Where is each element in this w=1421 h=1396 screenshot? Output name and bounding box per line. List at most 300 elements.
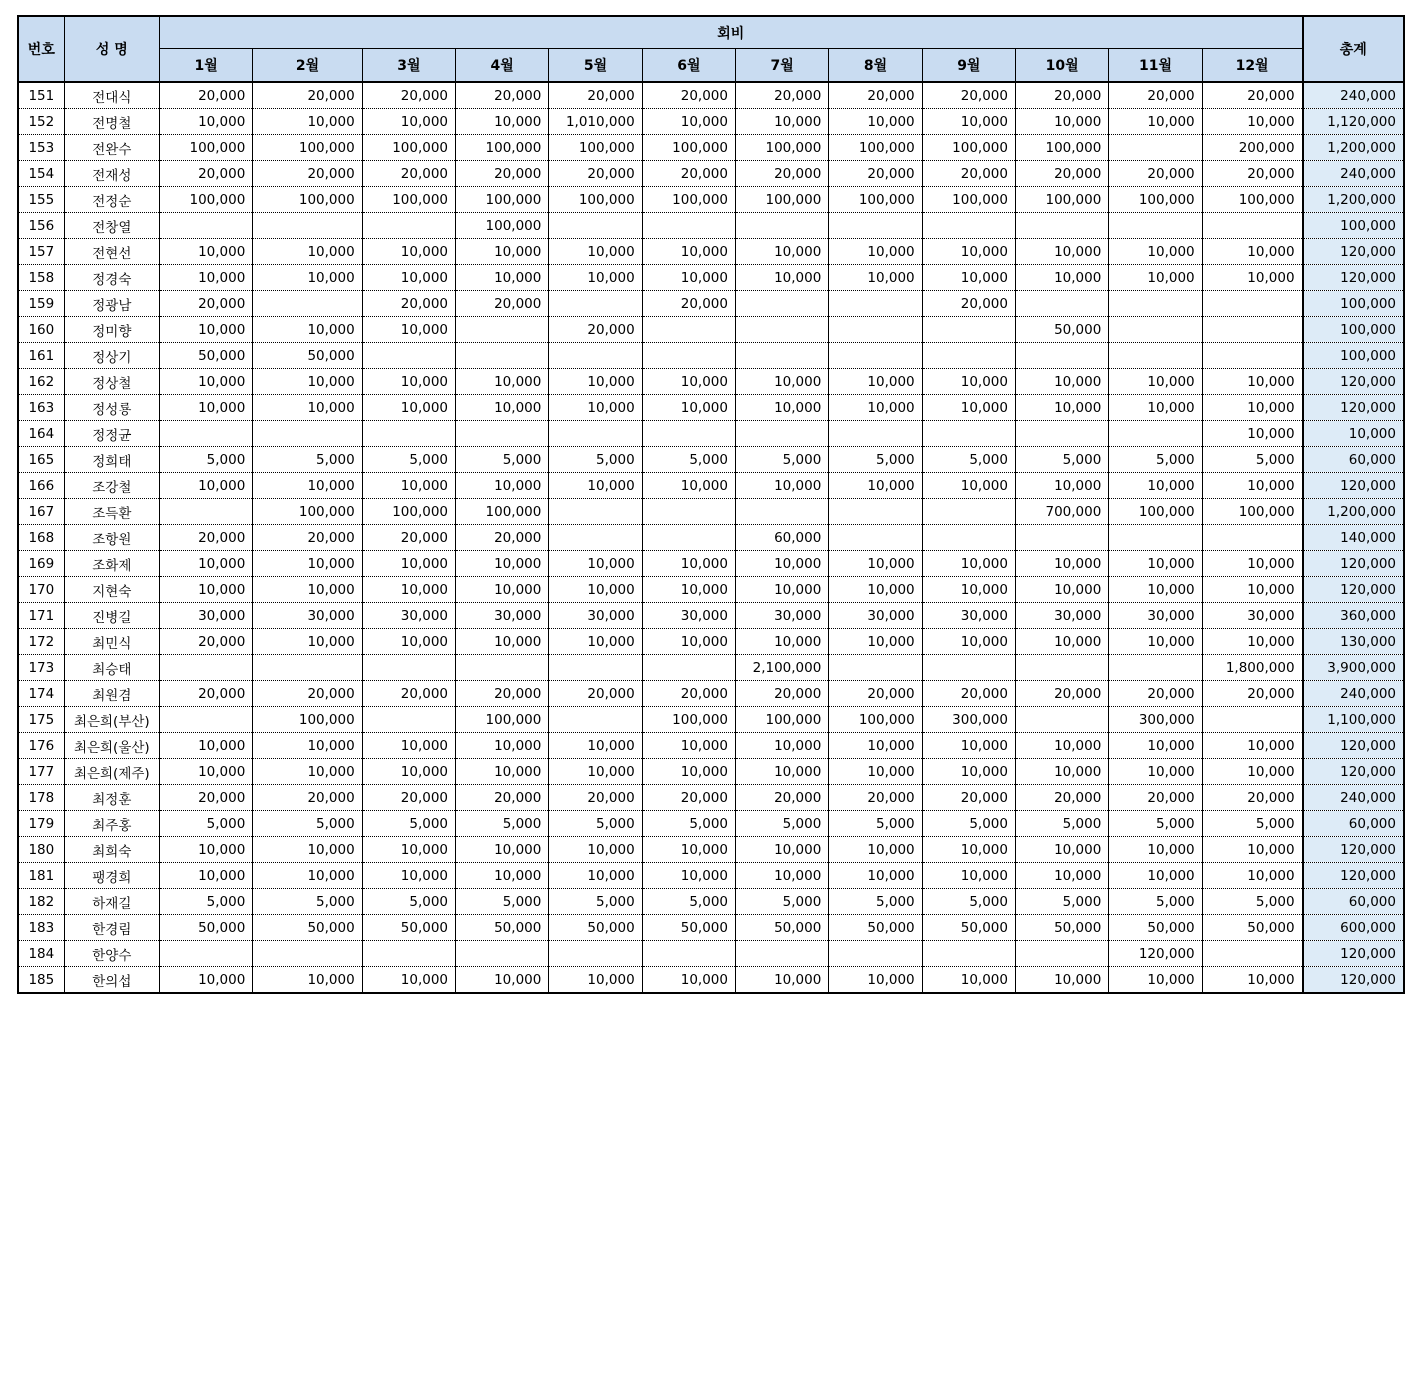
cell-total: 1,100,000 [1303,707,1404,733]
cell-month-fee: 20,000 [456,82,549,109]
cell-month-fee: 10,000 [1109,109,1202,135]
cell-month-fee: 10,000 [549,837,642,863]
cell-number: 165 [18,447,64,473]
cell-month-fee: 10,000 [829,577,922,603]
cell-month-fee: 20,000 [362,681,455,707]
cell-month-fee: 10,000 [1109,577,1202,603]
column-header-fee: 회비 [159,16,1302,49]
cell-number: 173 [18,655,64,681]
cell-month-fee: 10,000 [549,265,642,291]
cell-month-fee: 100,000 [456,707,549,733]
column-header-name: 성 명 [64,16,159,82]
cell-month-fee: 10,000 [642,473,735,499]
cell-name: 최정훈 [64,785,159,811]
cell-number: 166 [18,473,64,499]
table-row [18,889,1404,915]
cell-month-fee: 10,000 [549,733,642,759]
cell-month-fee: 10,000 [1109,369,1202,395]
cell-month-fee: 10,000 [362,369,455,395]
table-row [18,499,1404,525]
cell-month-fee: 30,000 [253,603,362,629]
cell-month-fee: 10,000 [642,395,735,421]
table-row [18,447,1404,473]
cell-month-fee: 20,000 [642,681,735,707]
cell-month-fee: 1,800,000 [1202,655,1302,681]
cell-month-fee [253,421,362,447]
cell-month-fee: 300,000 [1109,707,1202,733]
cell-month-fee: 10,000 [159,473,252,499]
cell-month-fee [642,941,735,967]
table-row [18,551,1404,577]
cell-month-fee: 300,000 [922,707,1015,733]
cell-month-fee: 10,000 [736,473,829,499]
cell-month-fee: 100,000 [253,707,362,733]
cell-month-fee: 5,000 [159,811,252,837]
cell-month-fee [642,213,735,239]
cell-total: 240,000 [1303,681,1404,707]
cell-month-fee: 10,000 [829,239,922,265]
cell-month-fee [1109,421,1202,447]
cell-month-fee: 5,000 [1109,811,1202,837]
cell-month-fee: 20,000 [1202,681,1302,707]
cell-month-fee: 5,000 [736,889,829,915]
cell-month-fee: 10,000 [1202,967,1302,994]
cell-month-fee: 10,000 [456,733,549,759]
cell-number: 167 [18,499,64,525]
cell-month-fee: 100,000 [1109,187,1202,213]
cell-month-fee: 10,000 [549,551,642,577]
cell-month-fee: 200,000 [1202,135,1302,161]
cell-month-fee: 10,000 [1015,629,1108,655]
cell-month-fee: 10,000 [1202,421,1302,447]
cell-number: 154 [18,161,64,187]
cell-month-fee [1109,135,1202,161]
cell-number: 152 [18,109,64,135]
table-row [18,655,1404,681]
cell-name: 진병길 [64,603,159,629]
cell-number: 163 [18,395,64,421]
cell-month-fee [922,317,1015,343]
cell-month-fee: 10,000 [922,369,1015,395]
cell-month-fee: 10,000 [456,577,549,603]
cell-name: 한양수 [64,941,159,967]
cell-month-fee: 10,000 [1015,239,1108,265]
cell-total: 120,000 [1303,837,1404,863]
cell-month-fee: 10,000 [1202,551,1302,577]
cell-month-fee: 10,000 [1202,369,1302,395]
cell-month-fee [1202,291,1302,317]
cell-month-fee [642,421,735,447]
cell-month-fee: 10,000 [253,837,362,863]
cell-month-fee: 10,000 [159,239,252,265]
table-row [18,213,1404,239]
cell-month-fee: 10,000 [736,629,829,655]
cell-month-fee: 120,000 [1109,941,1202,967]
cell-number: 183 [18,915,64,941]
cell-number: 178 [18,785,64,811]
cell-total: 240,000 [1303,161,1404,187]
cell-month-fee: 1,010,000 [549,109,642,135]
cell-month-fee: 5,000 [362,447,455,473]
cell-month-fee: 2,100,000 [736,655,829,681]
cell-month-fee [253,941,362,967]
cell-month-fee: 20,000 [253,785,362,811]
cell-month-fee [829,525,922,551]
cell-month-fee: 5,000 [456,811,549,837]
cell-total: 60,000 [1303,447,1404,473]
cell-month-fee: 50,000 [253,343,362,369]
cell-month-fee: 5,000 [922,811,1015,837]
cell-month-fee: 10,000 [1109,967,1202,994]
cell-month-fee: 10,000 [1202,837,1302,863]
cell-month-fee: 30,000 [549,603,642,629]
cell-month-fee [362,707,455,733]
table-row [18,291,1404,317]
cell-month-fee: 10,000 [549,239,642,265]
cell-month-fee: 20,000 [456,785,549,811]
cell-total: 120,000 [1303,577,1404,603]
cell-month-fee: 10,000 [253,759,362,785]
cell-month-fee: 20,000 [642,82,735,109]
cell-month-fee: 20,000 [549,785,642,811]
cell-number: 161 [18,343,64,369]
cell-month-fee: 10,000 [159,577,252,603]
cell-month-fee [1109,343,1202,369]
cell-name: 전현선 [64,239,159,265]
cell-month-fee: 100,000 [253,499,362,525]
cell-month-fee: 20,000 [456,161,549,187]
cell-month-fee: 10,000 [253,395,362,421]
cell-month-fee [922,213,1015,239]
cell-month-fee: 10,000 [642,239,735,265]
column-header-month: 5월 [549,49,642,83]
cell-month-fee: 10,000 [549,577,642,603]
cell-month-fee [456,343,549,369]
table-row [18,343,1404,369]
cell-total: 1,200,000 [1303,187,1404,213]
cell-month-fee: 5,000 [253,811,362,837]
cell-month-fee: 20,000 [1015,82,1108,109]
cell-month-fee: 5,000 [159,447,252,473]
cell-month-fee [549,707,642,733]
column-header-month: 10월 [1015,49,1108,83]
cell-month-fee: 10,000 [549,395,642,421]
cell-number: 153 [18,135,64,161]
cell-month-fee: 5,000 [253,447,362,473]
cell-month-fee: 100,000 [736,707,829,733]
cell-month-fee: 5,000 [253,889,362,915]
cell-month-fee [253,213,362,239]
cell-month-fee [362,421,455,447]
cell-month-fee: 10,000 [642,967,735,994]
cell-month-fee [1015,421,1108,447]
cell-month-fee: 10,000 [922,967,1015,994]
cell-month-fee: 20,000 [253,161,362,187]
cell-name: 전재성 [64,161,159,187]
cell-number: 179 [18,811,64,837]
column-header-month: 4월 [456,49,549,83]
column-header-month: 3월 [362,49,455,83]
cell-number: 185 [18,967,64,994]
cell-month-fee: 5,000 [1109,889,1202,915]
cell-month-fee [736,291,829,317]
cell-month-fee: 20,000 [736,82,829,109]
cell-month-fee [1015,525,1108,551]
cell-month-fee: 5,000 [642,447,735,473]
cell-month-fee: 20,000 [362,291,455,317]
table-row [18,915,1404,941]
cell-number: 164 [18,421,64,447]
cell-month-fee: 20,000 [642,291,735,317]
table-row [18,681,1404,707]
cell-month-fee: 10,000 [253,239,362,265]
cell-month-fee: 50,000 [362,915,455,941]
cell-month-fee: 20,000 [1202,161,1302,187]
cell-month-fee: 20,000 [829,681,922,707]
cell-month-fee [159,655,252,681]
cell-month-fee: 10,000 [1109,759,1202,785]
cell-month-fee: 20,000 [456,681,549,707]
cell-number: 156 [18,213,64,239]
cell-month-fee: 100,000 [829,135,922,161]
cell-month-fee: 100,000 [642,135,735,161]
cell-month-fee: 5,000 [456,447,549,473]
table-row [18,239,1404,265]
table-row [18,421,1404,447]
cell-month-fee: 10,000 [736,967,829,994]
cell-month-fee: 20,000 [1109,82,1202,109]
cell-month-fee: 10,000 [736,265,829,291]
cell-month-fee [642,343,735,369]
membership-fee-table [17,15,1405,994]
cell-month-fee: 10,000 [1015,109,1108,135]
cell-month-fee: 100,000 [456,135,549,161]
cell-month-fee: 50,000 [549,915,642,941]
cell-month-fee: 10,000 [1202,473,1302,499]
cell-name: 정미향 [64,317,159,343]
cell-month-fee: 100,000 [1202,187,1302,213]
cell-month-fee: 10,000 [456,837,549,863]
cell-month-fee [1015,941,1108,967]
cell-month-fee: 50,000 [159,343,252,369]
cell-number: 155 [18,187,64,213]
cell-month-fee: 10,000 [642,265,735,291]
cell-month-fee: 10,000 [362,759,455,785]
cell-month-fee: 10,000 [1202,759,1302,785]
cell-month-fee [736,941,829,967]
cell-month-fee [159,499,252,525]
cell-name: 지현숙 [64,577,159,603]
cell-month-fee: 10,000 [362,239,455,265]
cell-number: 158 [18,265,64,291]
cell-month-fee: 10,000 [456,473,549,499]
table-row [18,941,1404,967]
column-header-month: 11월 [1109,49,1202,83]
cell-month-fee [922,343,1015,369]
cell-month-fee [642,499,735,525]
cell-month-fee: 10,000 [1015,551,1108,577]
cell-month-fee [829,655,922,681]
cell-month-fee: 10,000 [549,369,642,395]
cell-month-fee: 10,000 [253,629,362,655]
cell-month-fee: 10,000 [1015,577,1108,603]
cell-month-fee: 10,000 [642,863,735,889]
table-row [18,707,1404,733]
cell-month-fee: 10,000 [549,759,642,785]
cell-month-fee [736,213,829,239]
cell-total: 240,000 [1303,785,1404,811]
cell-month-fee: 10,000 [159,863,252,889]
cell-name: 최주홍 [64,811,159,837]
cell-month-fee: 10,000 [736,759,829,785]
cell-total: 60,000 [1303,889,1404,915]
cell-name: 최은희(부산) [64,707,159,733]
cell-total: 120,000 [1303,395,1404,421]
cell-month-fee: 20,000 [549,317,642,343]
cell-month-fee: 10,000 [253,967,362,994]
cell-month-fee: 10,000 [1202,577,1302,603]
cell-month-fee: 50,000 [1109,915,1202,941]
cell-month-fee [922,525,1015,551]
cell-month-fee: 10,000 [736,733,829,759]
cell-month-fee: 10,000 [922,109,1015,135]
cell-month-fee: 10,000 [1015,369,1108,395]
cell-month-fee: 10,000 [1015,395,1108,421]
cell-month-fee: 100,000 [736,187,829,213]
cell-month-fee: 10,000 [362,863,455,889]
cell-month-fee: 5,000 [1202,447,1302,473]
cell-number: 172 [18,629,64,655]
cell-month-fee: 10,000 [736,837,829,863]
cell-month-fee: 10,000 [253,577,362,603]
cell-name: 최원겸 [64,681,159,707]
cell-month-fee: 100,000 [1015,135,1108,161]
cell-name: 최은희(제주) [64,759,159,785]
cell-month-fee: 10,000 [362,837,455,863]
table-row [18,109,1404,135]
cell-month-fee: 20,000 [253,82,362,109]
cell-month-fee: 10,000 [362,317,455,343]
cell-month-fee: 10,000 [1015,863,1108,889]
cell-month-fee [1202,941,1302,967]
cell-month-fee [922,655,1015,681]
cell-month-fee [1202,343,1302,369]
cell-total: 60,000 [1303,811,1404,837]
cell-month-fee: 10,000 [253,265,362,291]
cell-month-fee [253,655,362,681]
cell-total: 1,200,000 [1303,135,1404,161]
cell-month-fee [642,525,735,551]
cell-month-fee: 10,000 [736,863,829,889]
cell-month-fee [549,291,642,317]
cell-month-fee: 10,000 [1202,863,1302,889]
cell-month-fee: 5,000 [642,811,735,837]
cell-month-fee [829,941,922,967]
cell-total: 120,000 [1303,967,1404,994]
cell-month-fee: 10,000 [642,837,735,863]
cell-month-fee: 10,000 [159,265,252,291]
cell-month-fee: 20,000 [253,681,362,707]
table-row [18,629,1404,655]
cell-month-fee: 20,000 [362,525,455,551]
cell-month-fee [1202,707,1302,733]
cell-month-fee: 10,000 [829,863,922,889]
cell-number: 162 [18,369,64,395]
cell-month-fee: 10,000 [1109,551,1202,577]
table-row [18,82,1404,109]
cell-total: 1,120,000 [1303,109,1404,135]
cell-month-fee: 10,000 [1109,395,1202,421]
cell-month-fee: 10,000 [1015,473,1108,499]
cell-month-fee: 10,000 [362,109,455,135]
cell-month-fee [253,291,362,317]
cell-name: 전명철 [64,109,159,135]
cell-total: 120,000 [1303,265,1404,291]
cell-number: 151 [18,82,64,109]
cell-month-fee: 10,000 [456,369,549,395]
cell-month-fee: 10,000 [1202,395,1302,421]
cell-number: 177 [18,759,64,785]
cell-month-fee: 10,000 [253,733,362,759]
cell-month-fee: 100,000 [362,187,455,213]
cell-name: 팽경희 [64,863,159,889]
cell-month-fee: 10,000 [1109,265,1202,291]
cell-month-fee: 10,000 [922,473,1015,499]
cell-month-fee: 10,000 [736,577,829,603]
cell-month-fee: 20,000 [159,82,252,109]
cell-month-fee: 5,000 [1015,811,1108,837]
cell-month-fee: 50,000 [1015,317,1108,343]
cell-month-fee: 10,000 [456,759,549,785]
table-row [18,369,1404,395]
cell-number: 182 [18,889,64,915]
cell-month-fee: 10,000 [1202,109,1302,135]
cell-number: 176 [18,733,64,759]
cell-month-fee [829,291,922,317]
cell-month-fee [456,941,549,967]
cell-month-fee: 20,000 [159,161,252,187]
cell-month-fee [549,213,642,239]
cell-month-fee: 10,000 [829,395,922,421]
cell-name: 최민식 [64,629,159,655]
cell-month-fee: 30,000 [159,603,252,629]
cell-month-fee: 60,000 [736,525,829,551]
cell-month-fee: 5,000 [736,811,829,837]
cell-total: 600,000 [1303,915,1404,941]
cell-month-fee: 10,000 [159,551,252,577]
cell-month-fee: 10,000 [456,551,549,577]
cell-month-fee: 50,000 [253,915,362,941]
cell-month-fee: 10,000 [829,733,922,759]
cell-month-fee: 20,000 [642,785,735,811]
cell-month-fee: 10,000 [642,759,735,785]
table-header [18,16,1404,82]
cell-month-fee [922,941,1015,967]
cell-month-fee: 20,000 [1109,681,1202,707]
cell-month-fee: 5,000 [829,889,922,915]
cell-name: 정광남 [64,291,159,317]
cell-month-fee: 10,000 [549,967,642,994]
cell-month-fee: 100,000 [159,187,252,213]
cell-month-fee: 5,000 [1202,811,1302,837]
table-row [18,837,1404,863]
cell-name: 하재길 [64,889,159,915]
cell-month-fee: 20,000 [736,161,829,187]
cell-month-fee: 10,000 [456,109,549,135]
cell-name: 전대식 [64,82,159,109]
cell-total: 120,000 [1303,863,1404,889]
cell-month-fee: 20,000 [829,785,922,811]
